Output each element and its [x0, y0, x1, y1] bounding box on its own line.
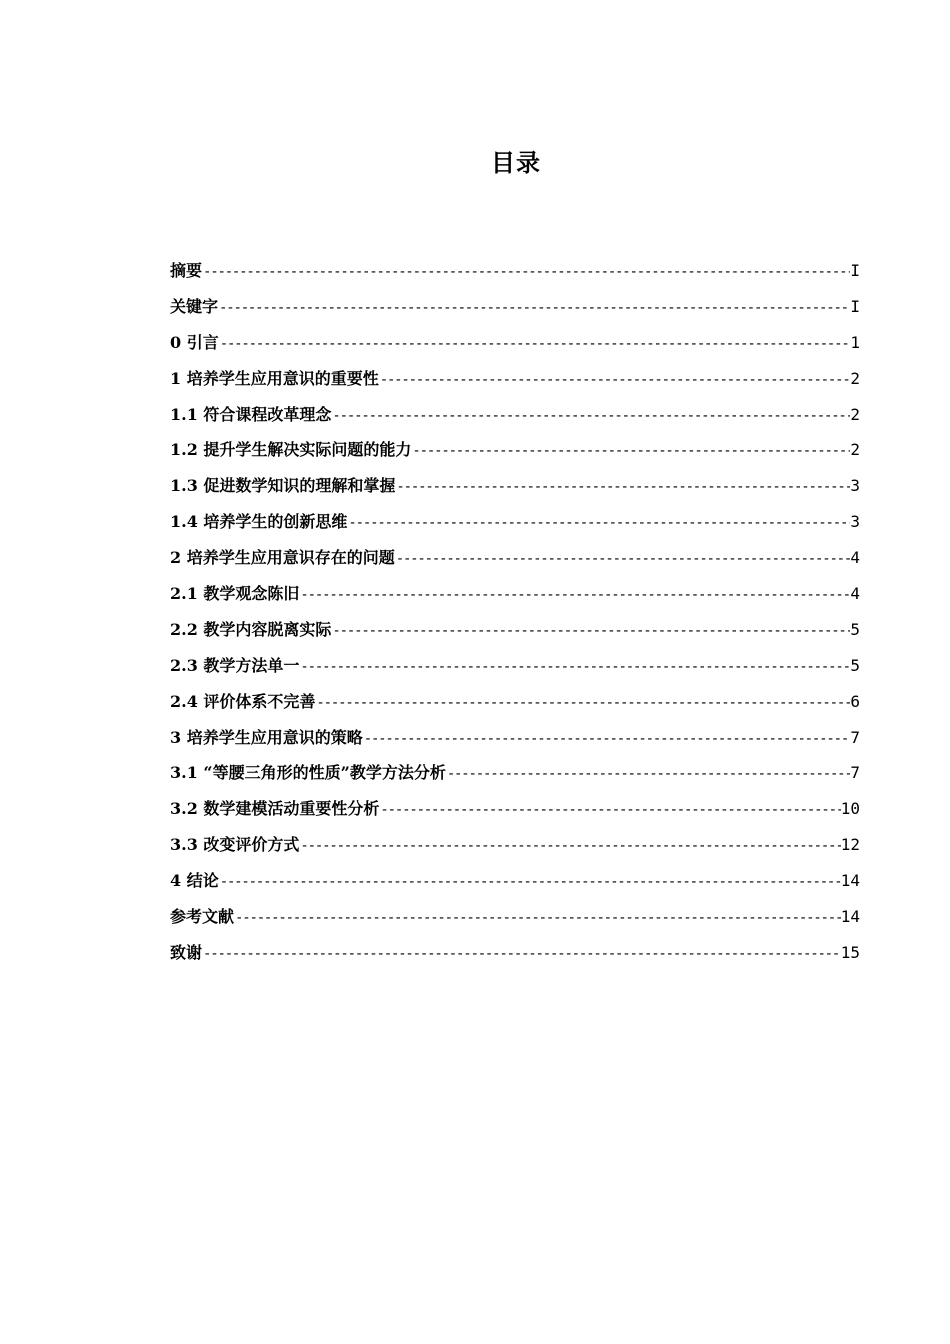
toc-entry-page: 3 — [850, 476, 860, 496]
toc-entry-label: 2 培养学生应用意识存在的问题 — [170, 548, 395, 568]
toc-entry-page: I — [850, 296, 860, 316]
toc-entry — [170, 366, 860, 402]
table-of-contents — [170, 258, 860, 976]
toc-entry — [170, 509, 860, 545]
toc-entry — [170, 437, 860, 473]
toc-leader — [299, 838, 840, 854]
toc-leader — [331, 623, 850, 639]
toc-entry-page: 12 — [840, 835, 860, 855]
toc-entry — [170, 689, 860, 725]
toc-entry — [170, 868, 860, 904]
toc-leader — [446, 766, 851, 782]
toc-leader — [315, 695, 850, 711]
toc-leader — [331, 408, 850, 424]
toc-entry-page: 4 — [850, 584, 860, 604]
toc-entry — [170, 725, 860, 761]
toc-entry-page: 15 — [840, 942, 860, 962]
toc-entry-page: 2 — [850, 368, 860, 388]
toc-entry-page: 7 — [850, 727, 860, 747]
toc-leader — [218, 300, 850, 316]
toc-entry-page: 14 — [840, 871, 860, 891]
toc-entry-page: 5 — [850, 655, 860, 675]
toc-leader — [411, 443, 850, 459]
toc-entry-page: 7 — [850, 763, 860, 783]
toc-entry-label: 0 引言 — [170, 332, 219, 352]
toc-entry — [170, 796, 860, 832]
toc-entry-label: 2.3 教学方法单一 — [170, 655, 300, 675]
toc-entry-label: 2.4 评价体系不完善 — [170, 691, 316, 711]
toc-entry-page: 2 — [850, 404, 860, 424]
toc-leader — [395, 479, 850, 495]
toc-entry — [170, 258, 860, 294]
toc-leader — [202, 946, 841, 962]
toc-leader — [202, 264, 850, 280]
toc-entry — [170, 402, 860, 438]
toc-entry-page: 3 — [850, 512, 860, 532]
toc-entry — [170, 940, 860, 976]
toc-entry-page: I — [850, 261, 860, 280]
toc-entry-label: 4 结论 — [170, 871, 219, 891]
toc-entry — [170, 473, 860, 509]
toc-entry-label: 参考文献 — [170, 907, 235, 927]
toc-entry-page: 2 — [850, 440, 860, 460]
toc-leader — [363, 731, 851, 747]
toc-title: 目录 — [491, 148, 541, 177]
toc-leader — [379, 802, 840, 818]
toc-leader — [234, 910, 841, 926]
toc-leader — [219, 874, 841, 890]
toc-entry-page: 4 — [850, 548, 860, 568]
toc-entry — [170, 653, 860, 689]
toc-entry-label: 1.3 促进数学知识的理解和掌握 — [170, 476, 396, 496]
toc-entry-page: 1 — [850, 332, 860, 352]
toc-entry-page: 5 — [850, 619, 860, 639]
toc-entry-label: 2.1 教学观念陈旧 — [170, 584, 300, 604]
toc-entry-label: 1.2 提升学生解决实际问题的能力 — [170, 440, 412, 460]
toc-entry-label: 致谢 — [170, 942, 203, 962]
toc-entry-label: 2.2 教学内容脱离实际 — [170, 619, 332, 639]
toc-entry — [170, 330, 860, 366]
toc-entry-page: 14 — [840, 907, 860, 927]
toc-leader — [299, 587, 850, 603]
toc-leader — [219, 336, 851, 352]
toc-entry-label: 1.4 培养学生的创新思维 — [170, 512, 348, 532]
toc-entry — [170, 581, 860, 617]
toc-entry — [170, 760, 860, 796]
toc-entry — [170, 617, 860, 653]
toc-entry-page: 10 — [840, 799, 860, 819]
toc-entry-label: 1 培养学生应用意识的重要性 — [170, 368, 379, 388]
toc-entry-label: 1.1 符合课程改革理念 — [170, 404, 332, 424]
toc-entry-label: 3.2 数学建模活动重要性分析 — [170, 799, 380, 819]
toc-entry-label: 3.1 “等腰三角形的性质”教学方法分析 — [170, 763, 446, 783]
toc-entry — [170, 832, 860, 868]
toc-leader — [379, 372, 851, 388]
toc-leader — [395, 551, 851, 567]
toc-entry — [170, 294, 860, 330]
toc-leader — [299, 659, 850, 675]
toc-entry — [170, 545, 860, 581]
toc-entry-page: 6 — [850, 691, 860, 711]
toc-entry-label: 3 培养学生应用意识的策略 — [170, 727, 363, 747]
toc-entry — [170, 904, 860, 940]
toc-entry-label: 关键字 — [170, 296, 219, 316]
toc-entry-label: 摘要 — [170, 261, 203, 280]
toc-leader — [347, 515, 850, 531]
toc-entry-label: 3.3 改变评价方式 — [170, 835, 300, 855]
